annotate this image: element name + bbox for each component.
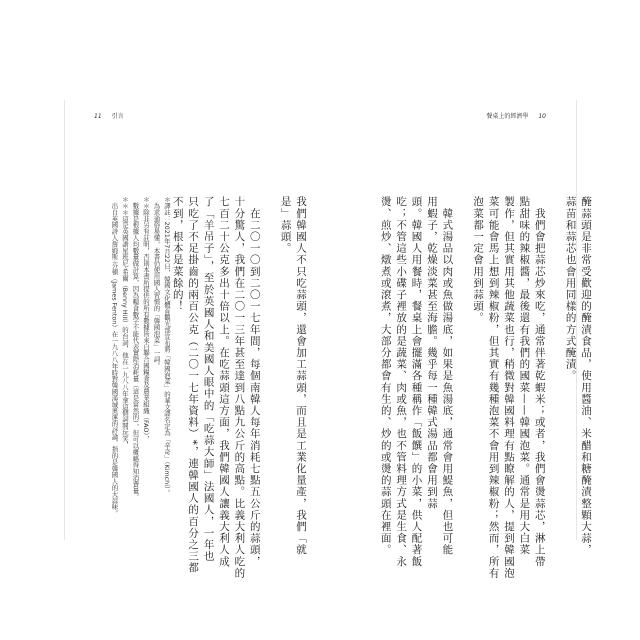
right-page-body-text: 醃蒜頭是非常受歡迎的醃漬食品，使用醬油、米醋和糖醃漬整顆大蒜， 蒜苗和蒜芯也會用同樣的方式醃漬。 我們會把蒜芯炒來吃，通常伴著乾蝦米；或者，我們會燙蒜芯，淋上帶 點甜味的辣椒醬，最後還有我們的國菜——韓國泡菜。通常是用大白菜 製作，但其實用其他蔬菜也行，稍微對韓國料理有點瞭解的人，提到韓國泡 菜可能會馬上想到辣椒粉，但其實有幾種泡菜不會用到辣椒粉；然而，所有 泡菜都一定會用到蒜頭。 韓式湯品以肉或魚做湯底，如果是魚湯底，通常會用鯷魚，但也可能 用蝦子，乾燥淡菜甚至海膽。幾乎每一種韓式湯品都會用到蒜 頭。韓國人用餐時，餐桌上會擺滿各種稱作「飯饌」的小菜，供人配著飯 吃；不管這些小碟子裡放的是蔬菜、肉或魚，也不管料理方式是生食、永 燙、煎炒、燉煮或滾煮，大部分都會有生的、炒的或燙的蒜頭在裡面。: [379, 196, 592, 579]
page-edge-left: [64, 100, 65, 540]
left-chapter-title: 引言: [111, 113, 124, 120]
running-head-right: [486, 111, 546, 120]
right-book-title: 餐桌上的經濟學: [486, 113, 529, 120]
running-head-left: [94, 111, 124, 120]
left-page-number: 11: [94, 113, 102, 120]
footnotes: ＊譯註：2021年7月22日，韓國文化體育觀光部宣布將「韓國泡菜」的華文譯名定為「辛奇」（Kimchi）。 為求通俗易懂，本書仍使用國人習慣的「韓國泡菜」一詞。 ＊＊除非另有註明，否則本書所提供的所有數據皆來自聯合國糧食及農業組織（FAO）， 數據是根據人均數量做計算，因為糧食數字不能代表實際消耗量（這是當然的），但可以概略得知消費量。 ＊＊＊這是英國諧星班尼·希爾（Benny Hill）的台詞，他在一九八八年拿這個詞開玩笑， 出自英國詩人詹姆斯·芬頓（James Fenton）在一九八八年時對韓國漢城奧運的評論，指的是韓國人的大蒜味。: [110, 196, 171, 517]
left-page-body-text: 我們韓國人不只吃蒜頭，還會加工蒜頭，而且是工業化量產，我們「就 是」蒜頭。 在二〇一〇到二〇一七年間，每個南韓人每年消耗七點五公斤的蒜頭， 十分驚人，我們在二〇一三年甚至達到八點九公斤的高點。比義大利人吃的 七百二十公克多出十倍以上。在吃蒜頭這方面，我們韓國人讓義大利人成 了「羊吊子」，至於英國人和美國人眼中的「吃蒜大師」法國人，一年也 只吃了不足掛齒的兩百公克（二〇一七年資料）*，連韓國人的百分之三都 不到，根本是菜餘的！: [171, 196, 307, 579]
right-page-number: 10: [538, 113, 546, 120]
